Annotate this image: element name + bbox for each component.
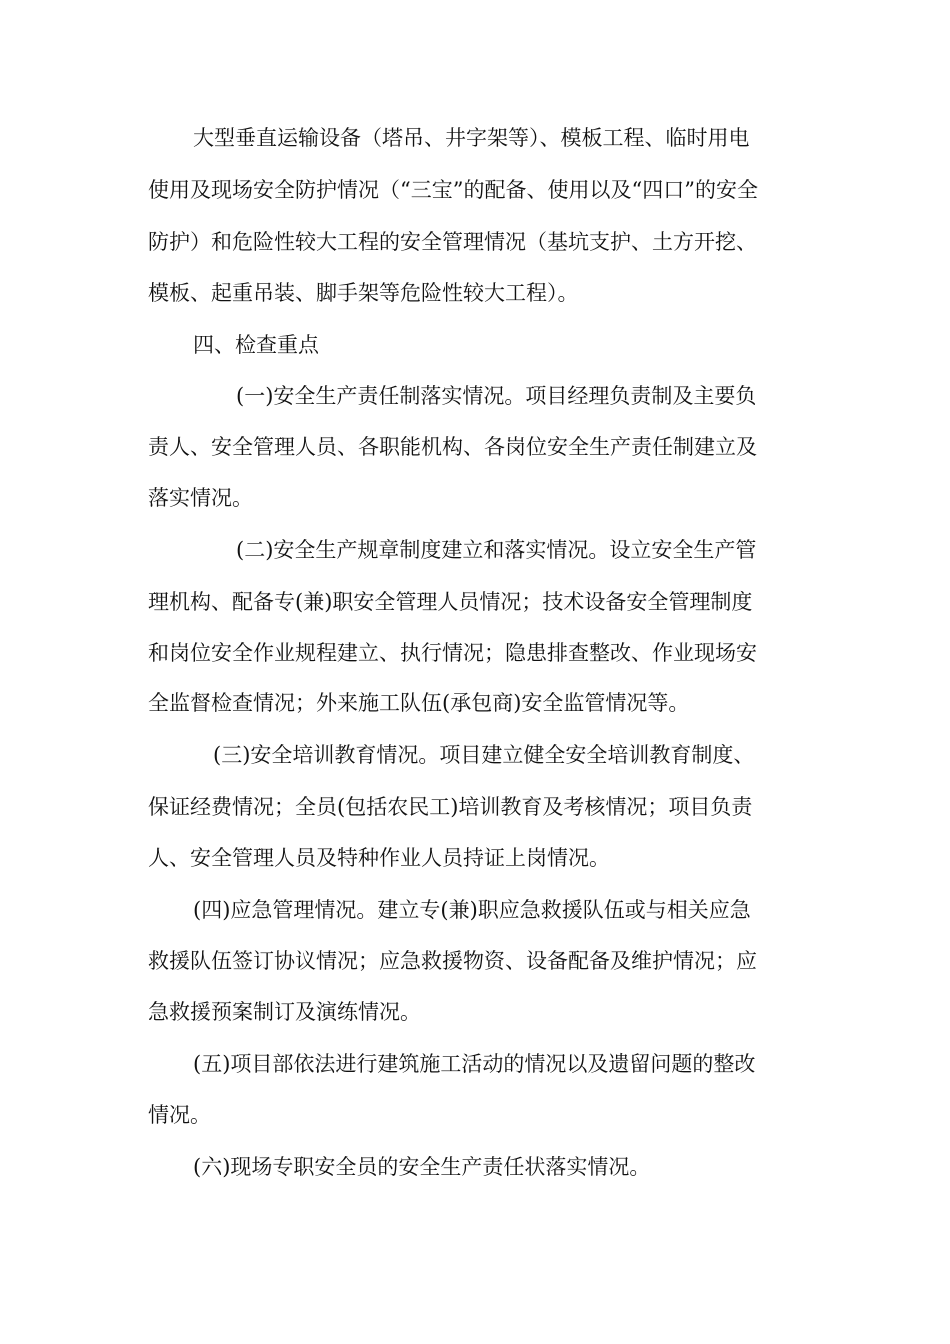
- item-1-line-1: (一)安全生产责任制落实情况。项目经理负责制及主要负: [236, 384, 757, 408]
- item-6-line-1: (六)现场专职安全员的安全生产责任状落实情况。: [193, 1155, 651, 1179]
- item-2-line-2: 理机构、配备专(兼)职安全管理人员情况；技术设备安全管理制度: [148, 590, 753, 614]
- section-heading: 四、检查重点: [193, 333, 319, 357]
- intro-line-3: 防护）和危险性较大工程的安全管理情况（基坑支护、土方开挖、: [148, 230, 757, 254]
- item-2-line-1: (二)安全生产规章制度建立和落实情况。设立安全生产管: [236, 538, 757, 562]
- item-2-line-3: 和岗位安全作业规程建立、执行情况；隐患排查整改、作业现场安: [148, 641, 757, 665]
- item-1-line-2: 责人、安全管理人员、各职能机构、各岗位安全生产责任制建立及: [148, 435, 757, 459]
- item-2-line-4: 全监督检查情况；外来施工队伍(承包商)安全监管情况等。: [148, 691, 690, 715]
- intro-line-1: 大型垂直运输设备（塔吊、井字架等）、模板工程、临时用电: [193, 126, 750, 150]
- item-4-line-3: 急救援预案制订及演练情况。: [148, 1000, 421, 1024]
- intro-line-2: 使用及现场安全防护情况（“三宝”的配备、使用以及“四口”的安全: [148, 178, 758, 202]
- item-3-line-2: 保证经费情况；全员(包括农民工)培训教育及考核情况；项目负责: [148, 795, 753, 819]
- intro-line-4: 模板、起重吊装、脚手架等危险性较大工程）。: [148, 281, 579, 305]
- item-4-line-1: (四)应急管理情况。建立专(兼)职应急救援队伍或与相关应急: [193, 898, 751, 922]
- item-4-line-2: 救援队伍签订协议情况；应急救援物资、设备配备及维护情况；应: [148, 949, 757, 973]
- item-5-line-2: 情况。: [148, 1103, 211, 1127]
- item-3-line-1: (三)安全培训教育情况。项目建立健全安全培训教育制度、: [213, 743, 755, 767]
- item-3-line-3: 人、安全管理人员及特种作业人员持证上岗情况。: [148, 846, 610, 870]
- item-1-line-3: 落实情况。: [148, 486, 253, 510]
- item-5-line-1: (五)项目部依法进行建筑施工活动的情况以及遗留问题的整改: [193, 1052, 756, 1076]
